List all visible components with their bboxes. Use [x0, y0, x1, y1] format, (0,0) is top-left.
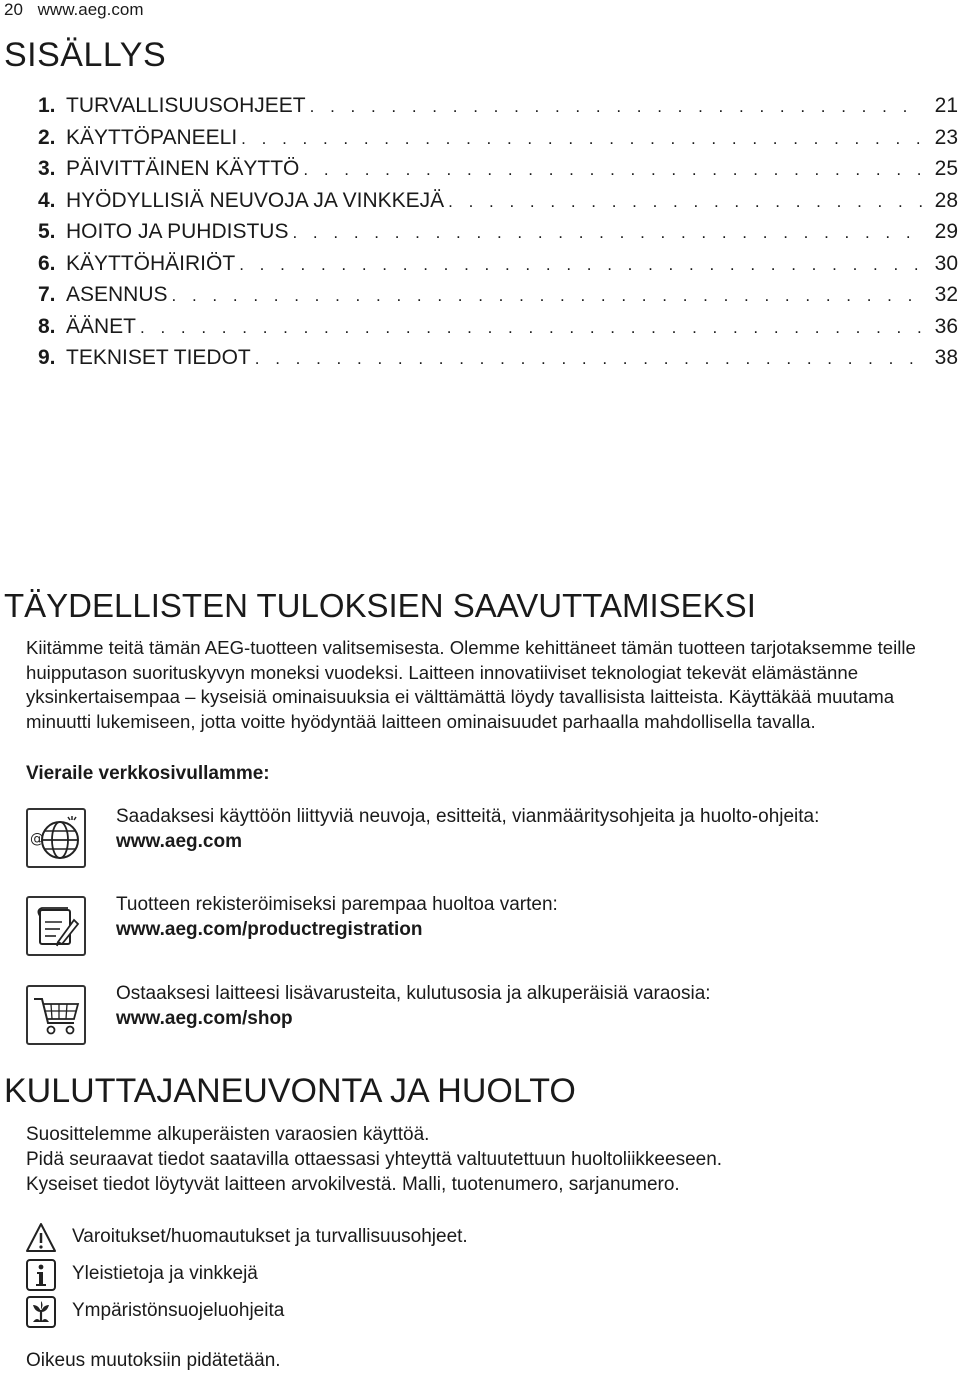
toc-item-label: ASENNUS	[66, 283, 168, 306]
toc-item-number: 5.	[38, 220, 56, 243]
link-row-registration	[26, 892, 946, 964]
toc-item-number: 2.	[38, 125, 56, 149]
web-globe-icon	[26, 808, 86, 868]
toc-item[interactable]	[38, 252, 958, 284]
toc-item[interactable]	[38, 189, 958, 221]
legend-text: Varoitukset/huomautukset ja turvallisuusohjeet.	[72, 1226, 468, 1247]
toc-item-number: 8.	[38, 314, 56, 338]
toc-title: SISÄLLYS	[4, 36, 167, 74]
footer-note: Oikeus muutoksiin pidätetään.	[26, 1350, 281, 1371]
legend-text: Yleistietoja ja vinkkejä	[72, 1263, 258, 1284]
shopping-cart-icon	[26, 985, 86, 1045]
toc-leader-dots	[140, 318, 922, 338]
toc-leader-dots	[239, 255, 922, 275]
toc-leader-dots	[255, 349, 922, 369]
service-line: Kyseiset tiedot löytyvät laitteen arvokilvestä. Malli, tuotenumero, sarjanumero.	[26, 1174, 680, 1195]
toc-item-label: KÄYTTÖPANEELI	[66, 125, 238, 149]
link-description	[116, 981, 711, 1031]
toc-item-number: 7.	[38, 283, 56, 306]
toc-leader-dots	[241, 129, 922, 149]
toc-item-page: 21	[934, 94, 958, 117]
svg-text:@: @	[30, 831, 44, 847]
shop-link[interactable]: www.aeg.com/shop	[116, 1008, 293, 1029]
info-icon	[26, 1259, 56, 1291]
table-of-contents	[38, 94, 958, 378]
toc-item-label: HYÖDYLLISIÄ NEUVOJA JA VINKKEJÄ	[66, 188, 445, 212]
toc-item[interactable]	[38, 157, 958, 189]
legend-item-warning	[26, 1222, 726, 1258]
service-line: Pidä seuraavat tiedot saatavilla ottaessasi yhteyttä valtuutettuun huoltoliikkeeseen.	[26, 1149, 723, 1170]
toc-item-page: 32	[934, 283, 958, 306]
link-description	[116, 892, 558, 942]
toc-item[interactable]	[38, 346, 958, 378]
environment-plant-icon	[26, 1296, 56, 1328]
toc-item-number: 3.	[38, 157, 56, 180]
legend-item-environment	[26, 1296, 726, 1332]
toc-item[interactable]	[38, 220, 958, 252]
toc-item-label: ÄÄNET	[66, 314, 137, 338]
toc-item-page: 28	[934, 188, 958, 212]
registration-notepad-icon	[26, 896, 86, 956]
section-heading-service: KULUTTAJANEUVONTA JA HUOLTO	[4, 1072, 576, 1110]
section-heading-perfect-results: TÄYDELLISTEN TULOKSIEN SAAVUTTAMISEKSI	[4, 587, 756, 624]
page-number: 20	[4, 0, 23, 19]
toc-item-label: TEKNISET TIEDOT	[66, 346, 251, 369]
toc-leader-dots	[303, 160, 922, 180]
toc-item-number: 6.	[38, 251, 56, 275]
link-text: Ostaaksesi laitteesi lisävarusteita, kulutusosia ja alkuperäisiä varaosia:	[116, 983, 711, 1004]
legend-text: Ympäristönsuojeluohjeita	[72, 1300, 285, 1321]
legend-item-info	[26, 1259, 726, 1295]
visit-website-label: Vieraile verkkosivullamme:	[26, 763, 270, 784]
support-link[interactable]: www.aeg.com	[116, 831, 242, 852]
toc-item-number: 1.	[38, 94, 56, 117]
link-description	[116, 804, 819, 854]
toc-item[interactable]	[38, 315, 958, 347]
toc-item-page: 29	[934, 220, 958, 243]
toc-leader-dots	[172, 286, 922, 306]
toc-item-page: 23	[934, 125, 958, 149]
link-text: Saadaksesi käyttöön liittyviä neuvoja, esitteitä, vianmääritysohjeita ja huolto-ohjeita:	[116, 806, 820, 827]
registration-link[interactable]: www.aeg.com/productregistration	[116, 919, 423, 940]
toc-item-page: 38	[934, 346, 958, 369]
toc-item-label: KÄYTTÖHÄIRIÖT	[66, 251, 236, 275]
toc-item-number: 4.	[38, 188, 56, 212]
toc-item-label: TURVALLISUUSOHJEET	[66, 94, 306, 117]
link-text: Tuotteen rekisteröimiseksi parempaa huoltoa varten:	[116, 894, 558, 915]
intro-paragraph: Kiitämme teitä tämän AEG-tuotteen valitsemisesta. Olemme kehittäneet tämän tuotteen tarjotaksemme teille huipputason suorituskyvyn moneksi vuodeksi. Laitteen innovatiiviset teknologiat tekevät elämästänne yksinkertaisempaa – kyseisiä ominaisuuksia ei välttämättä löydy tavallisista laitteista. Käyttäkää muutama minuutti lukemiseen, jotta voitte hyödyntää laitteen ominaisuudet parhaalla mahdollisella tavalla.	[26, 637, 916, 732]
toc-leader-dots	[310, 97, 922, 117]
toc-item-page: 36	[934, 314, 958, 338]
warning-triangle-icon	[26, 1222, 56, 1254]
service-text	[26, 1122, 936, 1197]
toc-item[interactable]	[38, 283, 958, 315]
link-row-support	[26, 804, 946, 876]
toc-item[interactable]	[38, 126, 958, 158]
header-site[interactable]: www.aeg.com	[37, 0, 144, 19]
toc-item-page: 25	[934, 157, 958, 180]
toc-item[interactable]	[38, 94, 958, 126]
toc-leader-dots	[292, 223, 922, 243]
toc-item-label: PÄIVITTÄINEN KÄYTTÖ	[66, 157, 300, 180]
link-row-shop	[26, 981, 946, 1053]
toc-item-page: 30	[934, 251, 958, 275]
toc-leader-dots	[448, 192, 922, 212]
toc-item-label: HOITO JA PUHDISTUS	[66, 220, 289, 243]
service-line: Suosittelemme alkuperäisten varaosien käyttöä.	[26, 1124, 430, 1145]
toc-item-number: 9.	[38, 346, 56, 369]
page-header	[4, 0, 143, 20]
